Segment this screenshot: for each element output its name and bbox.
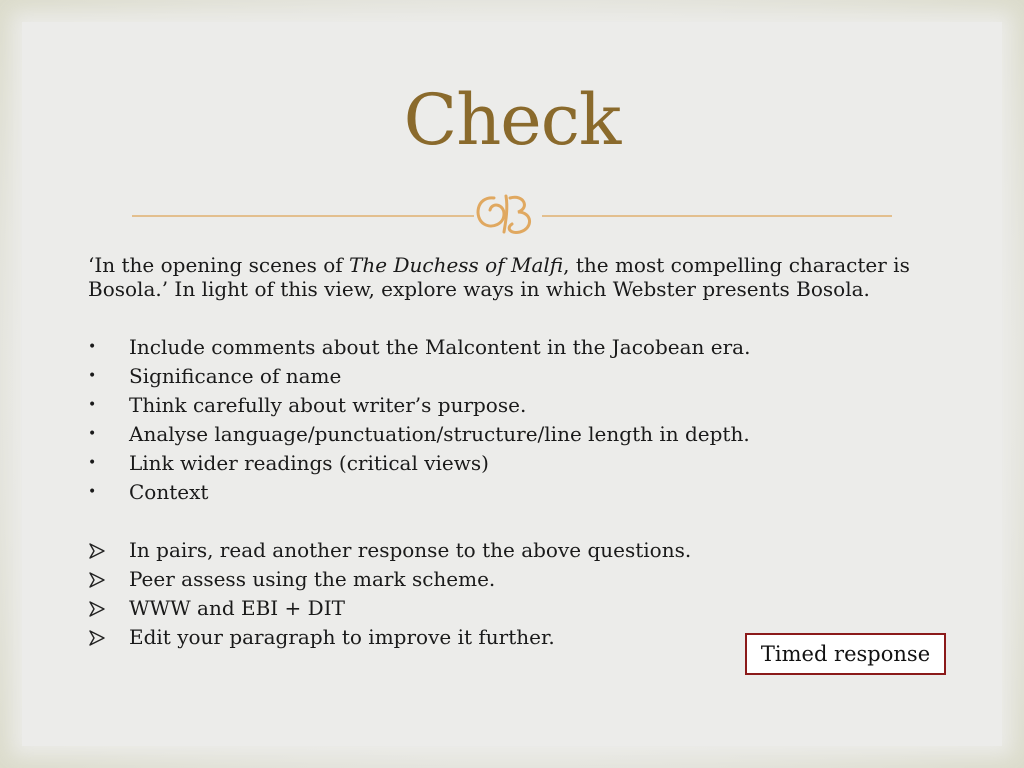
list-item-text: Link wider readings (critical views) — [129, 451, 489, 475]
task-item-text: WWW and EBI + DIT — [129, 596, 345, 620]
bullet-icon: • — [88, 339, 97, 355]
task-item-text: Edit your paragraph to improve it further. — [129, 625, 555, 649]
list-item-text: Context — [129, 480, 209, 504]
slide-title: Check — [403, 79, 621, 161]
arrow-bullet-icon — [88, 543, 106, 559]
list-item — [88, 333, 948, 362]
list-item-text: Significance of name — [129, 364, 342, 388]
title-divider — [132, 188, 892, 238]
question-line1-rest: , the most compelling character is — [563, 253, 910, 277]
list-item-text: Include comments about the Malcontent in the Jacobean era. — [129, 335, 751, 359]
bullet-icon: • — [88, 426, 97, 442]
bullet-icon: • — [88, 484, 97, 500]
list-item — [88, 449, 948, 478]
question-line-2: Bosola.’ In light of this view, explore ways in which Webster presents Bosola. — [88, 277, 870, 301]
task-item — [88, 594, 948, 623]
bullet-icon: • — [88, 368, 97, 384]
list-item — [88, 478, 948, 507]
ornament-icon — [478, 196, 530, 232]
arrow-bullet-icon — [88, 572, 106, 588]
arrow-bullet-icon — [88, 601, 106, 617]
list-item-text: Think carefully about writer’s purpose. — [129, 393, 527, 417]
slide-body — [88, 253, 948, 652]
task-item-text: Peer assess using the mark scheme. — [129, 567, 496, 591]
task-item — [88, 565, 948, 594]
list-item-text: Analyse language/punctuation/structure/line length in depth. — [129, 422, 750, 446]
list-item — [88, 391, 948, 420]
timed-response-box: Timed response — [745, 633, 946, 675]
task-item — [88, 536, 948, 565]
list-item — [88, 420, 948, 449]
question-line-1 — [88, 253, 948, 277]
work-title: The Duchess of Malfi — [349, 253, 564, 277]
guidance-list — [88, 333, 948, 507]
bullet-icon: • — [88, 455, 97, 471]
task-item-text: In pairs, read another response to the above questions. — [129, 538, 692, 562]
essay-question — [88, 253, 948, 301]
list-item — [88, 362, 948, 391]
arrow-bullet-icon — [88, 630, 106, 646]
question-prefix: ‘In the opening scenes of — [88, 253, 350, 277]
bullet-icon: • — [88, 397, 97, 413]
